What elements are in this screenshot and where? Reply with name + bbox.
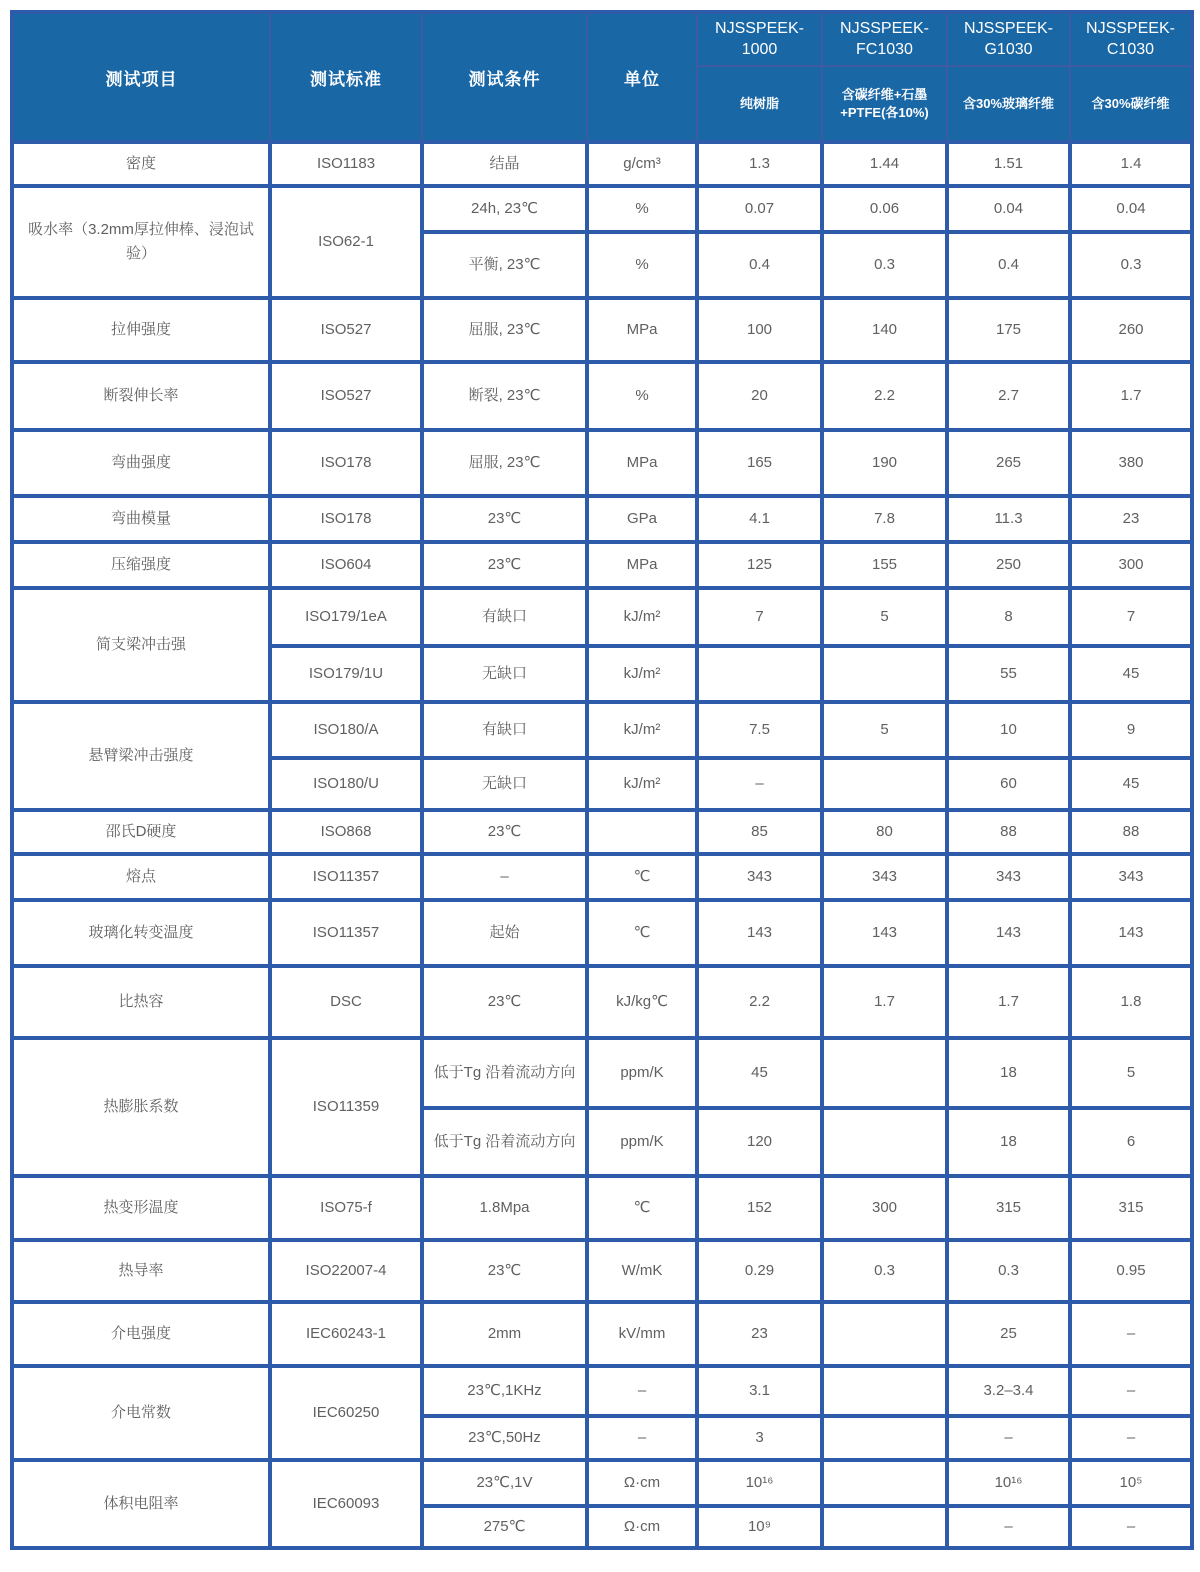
value-cell: 88: [1070, 810, 1192, 854]
unit-cell: ppm/K: [587, 1038, 697, 1108]
standard-cell: ISO527: [270, 298, 422, 362]
standard-cell: ISO178: [270, 496, 422, 542]
value-cell: 2.2: [697, 966, 822, 1038]
value-cell: –: [1070, 1302, 1192, 1366]
value-cell: 0.04: [1070, 186, 1192, 232]
value-cell: 0.3: [947, 1240, 1070, 1302]
value-cell: 7: [1070, 588, 1192, 646]
test-item-cell: 介电常数: [12, 1366, 270, 1460]
value-cell: 1.51: [947, 142, 1070, 186]
value-cell: 315: [1070, 1176, 1192, 1240]
unit-cell: %: [587, 186, 697, 232]
value-cell: 155: [822, 542, 947, 588]
test-item-cell: 悬臂梁冲击强度: [12, 702, 270, 810]
standard-cell: ISO75-f: [270, 1176, 422, 1240]
value-cell: 9: [1070, 702, 1192, 758]
value-cell: 0.95: [1070, 1240, 1192, 1302]
standard-cell: IEC60093: [270, 1460, 422, 1548]
value-cell: 23: [1070, 496, 1192, 542]
value-cell: 165: [697, 430, 822, 496]
value-cell: 0.4: [697, 232, 822, 298]
value-cell: 0.07: [697, 186, 822, 232]
standard-cell: ISO180/A: [270, 702, 422, 758]
table-row: [12, 588, 1192, 646]
value-cell: 7.8: [822, 496, 947, 542]
standard-cell: ISO604: [270, 542, 422, 588]
unit-cell: –: [587, 1416, 697, 1460]
condition-cell: 23℃,1V: [422, 1460, 587, 1506]
test-item-cell: 弯曲模量: [12, 496, 270, 542]
value-cell: 11.3: [947, 496, 1070, 542]
unit-cell: [587, 810, 697, 854]
table-header: [12, 12, 1192, 142]
value-cell: 45: [1070, 758, 1192, 810]
value-cell: 18: [947, 1108, 1070, 1176]
value-cell: –: [1070, 1416, 1192, 1460]
condition-cell: 屈服, 23℃: [422, 430, 587, 496]
value-cell: 315: [947, 1176, 1070, 1240]
condition-cell: 结晶: [422, 142, 587, 186]
test-item-cell: 热膨胀系数: [12, 1038, 270, 1176]
condition-cell: 起始: [422, 900, 587, 966]
standard-cell: ISO11357: [270, 900, 422, 966]
table-row: [12, 1366, 1192, 1416]
test-item-cell: 玻璃化转变温度: [12, 900, 270, 966]
product-subtitle-njsspeek-g1030: 含30%玻璃纤维: [947, 66, 1070, 142]
value-cell: [822, 1366, 947, 1416]
value-cell: 0.04: [947, 186, 1070, 232]
value-cell: 10: [947, 702, 1070, 758]
unit-cell: kJ/kg℃: [587, 966, 697, 1038]
value-cell: 55: [947, 646, 1070, 702]
table-row: [12, 966, 1192, 1038]
value-cell: 18: [947, 1038, 1070, 1108]
unit-cell: MPa: [587, 298, 697, 362]
value-cell: 125: [697, 542, 822, 588]
value-cell: 10¹⁶: [697, 1460, 822, 1506]
value-cell: 1.7: [822, 966, 947, 1038]
standard-cell: ISO180/U: [270, 758, 422, 810]
unit-cell: ℃: [587, 854, 697, 900]
value-cell: 152: [697, 1176, 822, 1240]
value-cell: –: [1070, 1366, 1192, 1416]
test-item-cell: 吸水率（3.2mm厚拉伸棒、浸泡试验）: [12, 186, 270, 298]
condition-cell: 23℃: [422, 542, 587, 588]
unit-cell: kV/mm: [587, 1302, 697, 1366]
condition-cell: 23℃,50Hz: [422, 1416, 587, 1460]
product-header-njsspeek-c1030: NJSSPEEK-C1030: [1070, 12, 1192, 66]
standard-cell: ISO11359: [270, 1038, 422, 1176]
value-cell: –: [1070, 1506, 1192, 1548]
value-cell: 0.3: [822, 1240, 947, 1302]
test-item-cell: 体积电阻率: [12, 1460, 270, 1548]
test-item-cell: 邵氏D硬度: [12, 810, 270, 854]
value-cell: 88: [947, 810, 1070, 854]
value-cell: 10¹⁶: [947, 1460, 1070, 1506]
value-cell: 0.3: [1070, 232, 1192, 298]
value-cell: [822, 1302, 947, 1366]
value-cell: 5: [822, 702, 947, 758]
value-cell: 1.7: [1070, 362, 1192, 430]
value-cell: 380: [1070, 430, 1192, 496]
standard-cell: IEC60250: [270, 1366, 422, 1460]
unit-cell: %: [587, 362, 697, 430]
unit-cell: –: [587, 1366, 697, 1416]
unit-cell: ℃: [587, 900, 697, 966]
value-cell: 140: [822, 298, 947, 362]
value-cell: [822, 1038, 947, 1108]
column-header-condition: 测试条件: [422, 12, 587, 142]
standard-cell: ISO178: [270, 430, 422, 496]
value-cell: 1.44: [822, 142, 947, 186]
condition-cell: 23℃: [422, 496, 587, 542]
test-item-cell: 介电强度: [12, 1302, 270, 1366]
value-cell: [822, 1506, 947, 1548]
table-row: [12, 702, 1192, 758]
value-cell: 0.4: [947, 232, 1070, 298]
value-cell: –: [697, 758, 822, 810]
test-item-cell: 熔点: [12, 854, 270, 900]
test-item-cell: 热变形温度: [12, 1176, 270, 1240]
test-item-cell: 简支梁冲击强: [12, 588, 270, 702]
value-cell: 2.2: [822, 362, 947, 430]
condition-cell: 低于Tg 沿着流动方向: [422, 1038, 587, 1108]
value-cell: 343: [1070, 854, 1192, 900]
product-subtitle-njsspeek-c1030: 含30%碳纤维: [1070, 66, 1192, 142]
value-cell: 265: [947, 430, 1070, 496]
standard-cell: ISO1183: [270, 142, 422, 186]
header-row-products: [12, 12, 1192, 66]
value-cell: 250: [947, 542, 1070, 588]
unit-cell: ℃: [587, 1176, 697, 1240]
table-row: [12, 298, 1192, 362]
unit-cell: Ω·cm: [587, 1506, 697, 1548]
table-row: [12, 186, 1192, 232]
table-row: [12, 362, 1192, 430]
table-row: [12, 1176, 1192, 1240]
column-header-test-item: 测试项目: [12, 12, 270, 142]
unit-cell: kJ/m²: [587, 758, 697, 810]
unit-cell: %: [587, 232, 697, 298]
test-item-cell: 比热容: [12, 966, 270, 1038]
value-cell: 143: [947, 900, 1070, 966]
value-cell: 10⁹: [697, 1506, 822, 1548]
value-cell: 3: [697, 1416, 822, 1460]
value-cell: –: [947, 1416, 1070, 1460]
condition-cell: 23℃: [422, 810, 587, 854]
product-header-njsspeek-g1030: NJSSPEEK-G1030: [947, 12, 1070, 66]
table-row: [12, 1240, 1192, 1302]
value-cell: 300: [822, 1176, 947, 1240]
condition-cell: 低于Tg 沿着流动方向: [422, 1108, 587, 1176]
condition-cell: –: [422, 854, 587, 900]
condition-cell: 1.8Mpa: [422, 1176, 587, 1240]
value-cell: 260: [1070, 298, 1192, 362]
value-cell: 20: [697, 362, 822, 430]
standard-cell: ISO179/1U: [270, 646, 422, 702]
product-header-njsspeek-1000: NJSSPEEK-1000: [697, 12, 822, 66]
table-row: [12, 542, 1192, 588]
test-item-cell: 断裂伸长率: [12, 362, 270, 430]
value-cell: 343: [697, 854, 822, 900]
standard-cell: ISO179/1eA: [270, 588, 422, 646]
table-row: [12, 1302, 1192, 1366]
value-cell: 0.3: [822, 232, 947, 298]
standard-cell: IEC60243-1: [270, 1302, 422, 1366]
value-cell: 2.7: [947, 362, 1070, 430]
table-row: [12, 430, 1192, 496]
value-cell: 6: [1070, 1108, 1192, 1176]
value-cell: 5: [1070, 1038, 1192, 1108]
product-subtitle-njsspeek-fc1030: 含碳纤维+石墨+PTFE(各10%): [822, 66, 947, 142]
condition-cell: 无缺口: [422, 758, 587, 810]
standard-cell: ISO527: [270, 362, 422, 430]
value-cell: 80: [822, 810, 947, 854]
value-cell: 5: [822, 588, 947, 646]
value-cell: 120: [697, 1108, 822, 1176]
test-item-cell: 拉伸强度: [12, 298, 270, 362]
value-cell: 343: [822, 854, 947, 900]
value-cell: –: [947, 1506, 1070, 1548]
value-cell: 10⁵: [1070, 1460, 1192, 1506]
unit-cell: GPa: [587, 496, 697, 542]
value-cell: 7.5: [697, 702, 822, 758]
table-row: [12, 810, 1192, 854]
standard-cell: ISO22007-4: [270, 1240, 422, 1302]
condition-cell: 有缺口: [422, 588, 587, 646]
standard-cell: DSC: [270, 966, 422, 1038]
table-row: [12, 1460, 1192, 1506]
test-item-cell: 密度: [12, 142, 270, 186]
test-item-cell: 热导率: [12, 1240, 270, 1302]
value-cell: 8: [947, 588, 1070, 646]
unit-cell: MPa: [587, 542, 697, 588]
value-cell: 143: [822, 900, 947, 966]
condition-cell: 275℃: [422, 1506, 587, 1548]
value-cell: 4.1: [697, 496, 822, 542]
unit-cell: ppm/K: [587, 1108, 697, 1176]
value-cell: 143: [697, 900, 822, 966]
value-cell: 0.06: [822, 186, 947, 232]
value-cell: 190: [822, 430, 947, 496]
unit-cell: MPa: [587, 430, 697, 496]
value-cell: 143: [1070, 900, 1192, 966]
condition-cell: 23℃: [422, 966, 587, 1038]
value-cell: 3.2–3.4: [947, 1366, 1070, 1416]
value-cell: [822, 646, 947, 702]
value-cell: 1.4: [1070, 142, 1192, 186]
value-cell: 25: [947, 1302, 1070, 1366]
value-cell: 1.3: [697, 142, 822, 186]
material-spec-table: [10, 10, 1194, 1550]
column-header-standard: 测试标准: [270, 12, 422, 142]
value-cell: 3.1: [697, 1366, 822, 1416]
value-cell: 85: [697, 810, 822, 854]
value-cell: 1.7: [947, 966, 1070, 1038]
value-cell: 100: [697, 298, 822, 362]
value-cell: 45: [1070, 646, 1192, 702]
table-row: [12, 1038, 1192, 1108]
standard-cell: ISO62-1: [270, 186, 422, 298]
test-item-cell: 压缩强度: [12, 542, 270, 588]
value-cell: [822, 1416, 947, 1460]
value-cell: 45: [697, 1038, 822, 1108]
test-item-cell: 弯曲强度: [12, 430, 270, 496]
value-cell: [822, 1108, 947, 1176]
value-cell: 343: [947, 854, 1070, 900]
standard-cell: ISO11357: [270, 854, 422, 900]
product-header-njsspeek-fc1030: NJSSPEEK-FC1030: [822, 12, 947, 66]
unit-cell: W/mK: [587, 1240, 697, 1302]
table-row: [12, 900, 1192, 966]
value-cell: [822, 758, 947, 810]
value-cell: 1.8: [1070, 966, 1192, 1038]
table-row: [12, 854, 1192, 900]
unit-cell: kJ/m²: [587, 588, 697, 646]
condition-cell: 23℃,1KHz: [422, 1366, 587, 1416]
spec-table-body: [12, 142, 1192, 1548]
standard-cell: ISO868: [270, 810, 422, 854]
unit-cell: kJ/m²: [587, 646, 697, 702]
value-cell: 23: [697, 1302, 822, 1366]
unit-cell: g/cm³: [587, 142, 697, 186]
condition-cell: 平衡, 23℃: [422, 232, 587, 298]
value-cell: [822, 1460, 947, 1506]
value-cell: 300: [1070, 542, 1192, 588]
table-row: [12, 142, 1192, 186]
unit-cell: kJ/m²: [587, 702, 697, 758]
value-cell: [697, 646, 822, 702]
condition-cell: 无缺口: [422, 646, 587, 702]
condition-cell: 有缺口: [422, 702, 587, 758]
table-row: [12, 496, 1192, 542]
condition-cell: 23℃: [422, 1240, 587, 1302]
product-subtitle-njsspeek-1000: 纯树脂: [697, 66, 822, 142]
unit-cell: Ω·cm: [587, 1460, 697, 1506]
condition-cell: 断裂, 23℃: [422, 362, 587, 430]
value-cell: 0.29: [697, 1240, 822, 1302]
column-header-unit: 单位: [587, 12, 697, 142]
value-cell: 175: [947, 298, 1070, 362]
value-cell: 7: [697, 588, 822, 646]
condition-cell: 24h, 23℃: [422, 186, 587, 232]
value-cell: 60: [947, 758, 1070, 810]
condition-cell: 屈服, 23℃: [422, 298, 587, 362]
condition-cell: 2mm: [422, 1302, 587, 1366]
